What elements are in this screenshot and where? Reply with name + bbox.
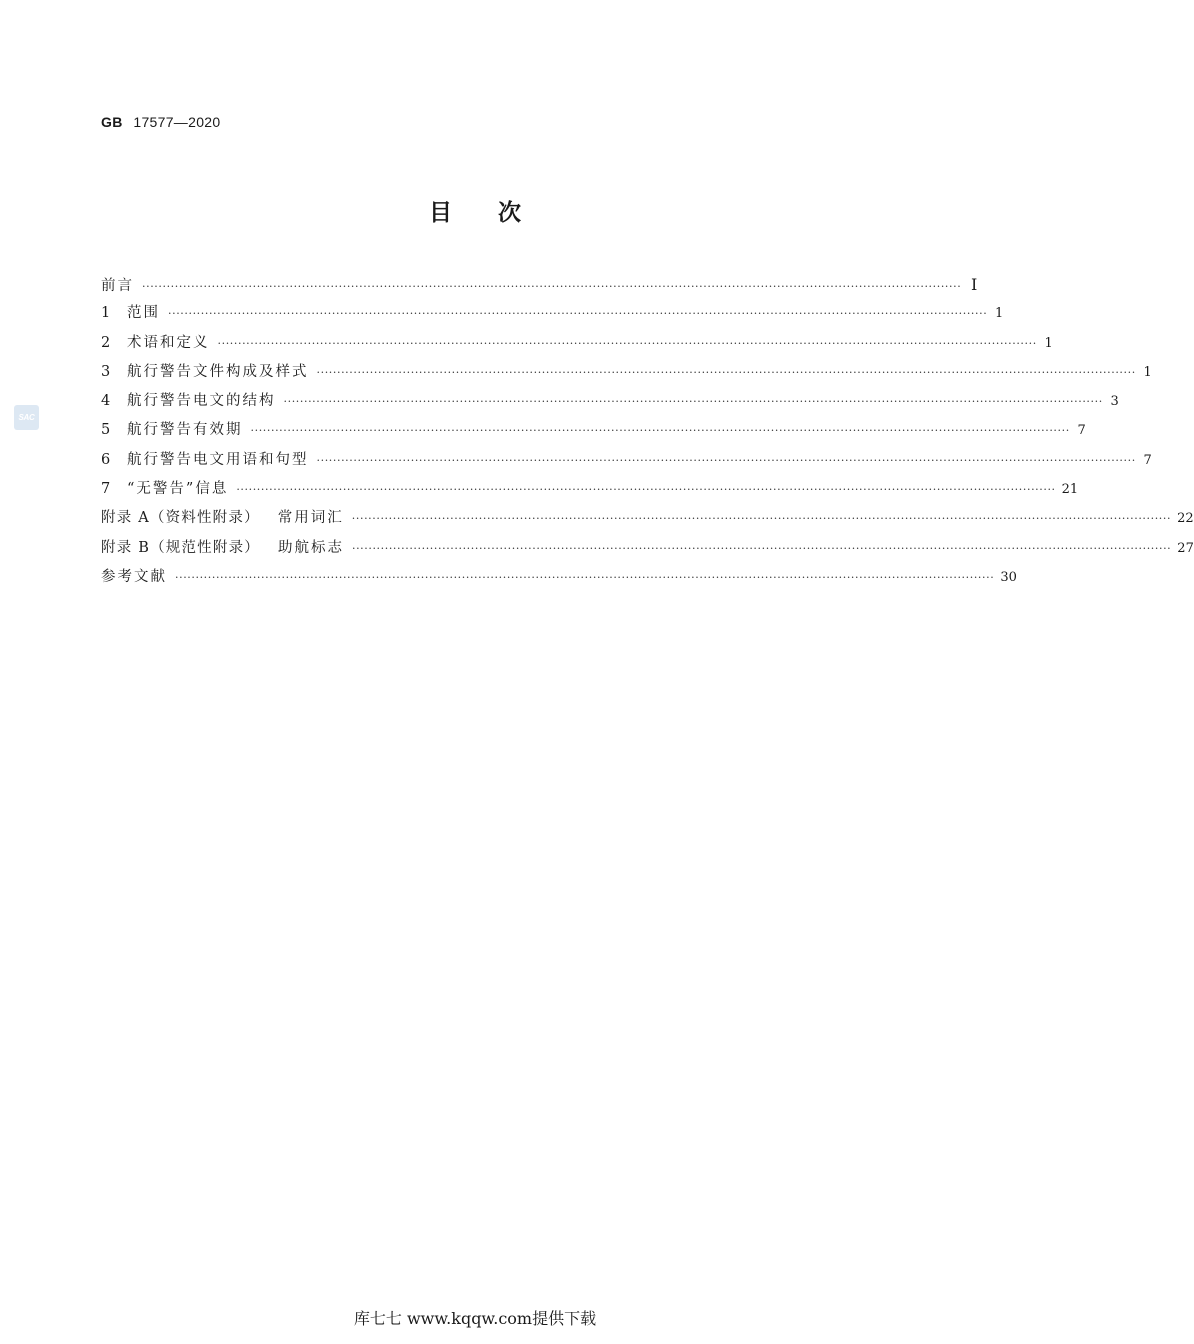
toc-page-number: 3	[1110, 394, 1119, 410]
toc-entry-number: 2	[101, 334, 111, 351]
toc-entry-validity[interactable]	[101, 418, 1086, 447]
toc-dot-leader: ········································································································································································································	[351, 512, 1172, 526]
toc-annex-title: 附录 A（资料性附录）	[101, 510, 260, 527]
toc-entry-label: 参考文献	[101, 568, 167, 585]
toc-dot-leader: ········································································································································································································	[283, 395, 1103, 409]
toc-page-number: 7	[1077, 423, 1086, 439]
toc-entry-message-structure[interactable]	[101, 389, 1119, 418]
sac-watermark-logo: SAC	[14, 405, 39, 430]
toc-entry-label	[101, 536, 260, 561]
toc-dot-leader: ········································································································································································································	[142, 280, 962, 293]
toc-entry-label: 航行警告文件构成及样式	[127, 363, 309, 380]
standard-number: 17577—2020	[133, 114, 221, 130]
toc-entry-document-structure[interactable]	[101, 360, 1152, 389]
toc-page-number: 1	[995, 306, 1004, 322]
toc-annex-title: 附录 B（规范性附录）	[101, 539, 260, 556]
toc-entry-label: 前言	[101, 278, 134, 294]
toc-page-number: 7	[1143, 452, 1152, 468]
toc-dot-leader: ········································································································································································································	[351, 541, 1172, 555]
toc-entry-number: 5	[101, 422, 111, 439]
toc-entry-terms[interactable]	[101, 331, 1053, 360]
toc-entry-phrases[interactable]	[101, 448, 1152, 477]
toc-entry-sublabel: 助航标志	[277, 539, 344, 556]
toc-entry-annex-a[interactable]	[101, 506, 1194, 535]
toc-page-number: 22	[1177, 511, 1194, 527]
toc-page-number: Ⅰ	[971, 275, 978, 294]
toc-entry-number: 6	[101, 451, 111, 468]
toc-dot-leader: ········································································································································································································	[236, 483, 1056, 497]
toc-page-number: 21	[1061, 482, 1079, 498]
standard-code: GB	[101, 114, 123, 130]
document-header	[101, 114, 220, 131]
toc-page-number: 27	[1177, 540, 1194, 556]
toc-entry-label: 航行警告有效期	[127, 422, 243, 439]
toc-page-number: 1	[1044, 335, 1053, 351]
toc-dot-leader: ········································································································································································································	[316, 365, 1136, 379]
toc-dot-leader: ········································································································································································································	[316, 453, 1136, 467]
toc-entry-label	[101, 506, 260, 531]
toc-entry-bibliography[interactable]	[101, 565, 1017, 594]
toc-page-number: 30	[1000, 569, 1017, 585]
toc-dot-leader: ········································································································································································································	[175, 570, 995, 584]
toc-entry-number: 3	[101, 363, 111, 380]
toc-entry-label: 航行警告电文用语和句型	[127, 451, 309, 468]
page-title: 目次	[429, 200, 567, 226]
toc-entry-annex-b[interactable]	[101, 536, 1194, 565]
toc-page-number: 1	[1143, 364, 1152, 380]
toc-entry-label: 术语和定义	[127, 334, 210, 351]
toc-entry-label: 范围	[127, 305, 160, 322]
toc-entry-label: 航行警告电文的结构	[127, 393, 276, 410]
table-of-contents	[101, 272, 1194, 594]
toc-entry-scope[interactable]	[101, 301, 1004, 330]
toc-dot-leader: ········································································································································································································	[217, 336, 1037, 350]
toc-dot-leader: ········································································································································································································	[168, 307, 988, 321]
toc-entry-number: 4	[101, 393, 111, 410]
toc-entry-number: 7	[101, 481, 111, 498]
toc-entry-label: “无警告”信息	[127, 481, 229, 498]
toc-entry-foreword[interactable]	[101, 272, 978, 301]
toc-dot-leader: ········································································································································································································	[250, 424, 1070, 438]
toc-entry-no-warning[interactable]	[101, 477, 1079, 506]
toc-entry-sublabel: 常用词汇	[277, 510, 344, 527]
page-footer: 库七七 www.kqqw.com提供下载	[353, 1309, 597, 1328]
toc-entry-number: 1	[101, 305, 111, 322]
